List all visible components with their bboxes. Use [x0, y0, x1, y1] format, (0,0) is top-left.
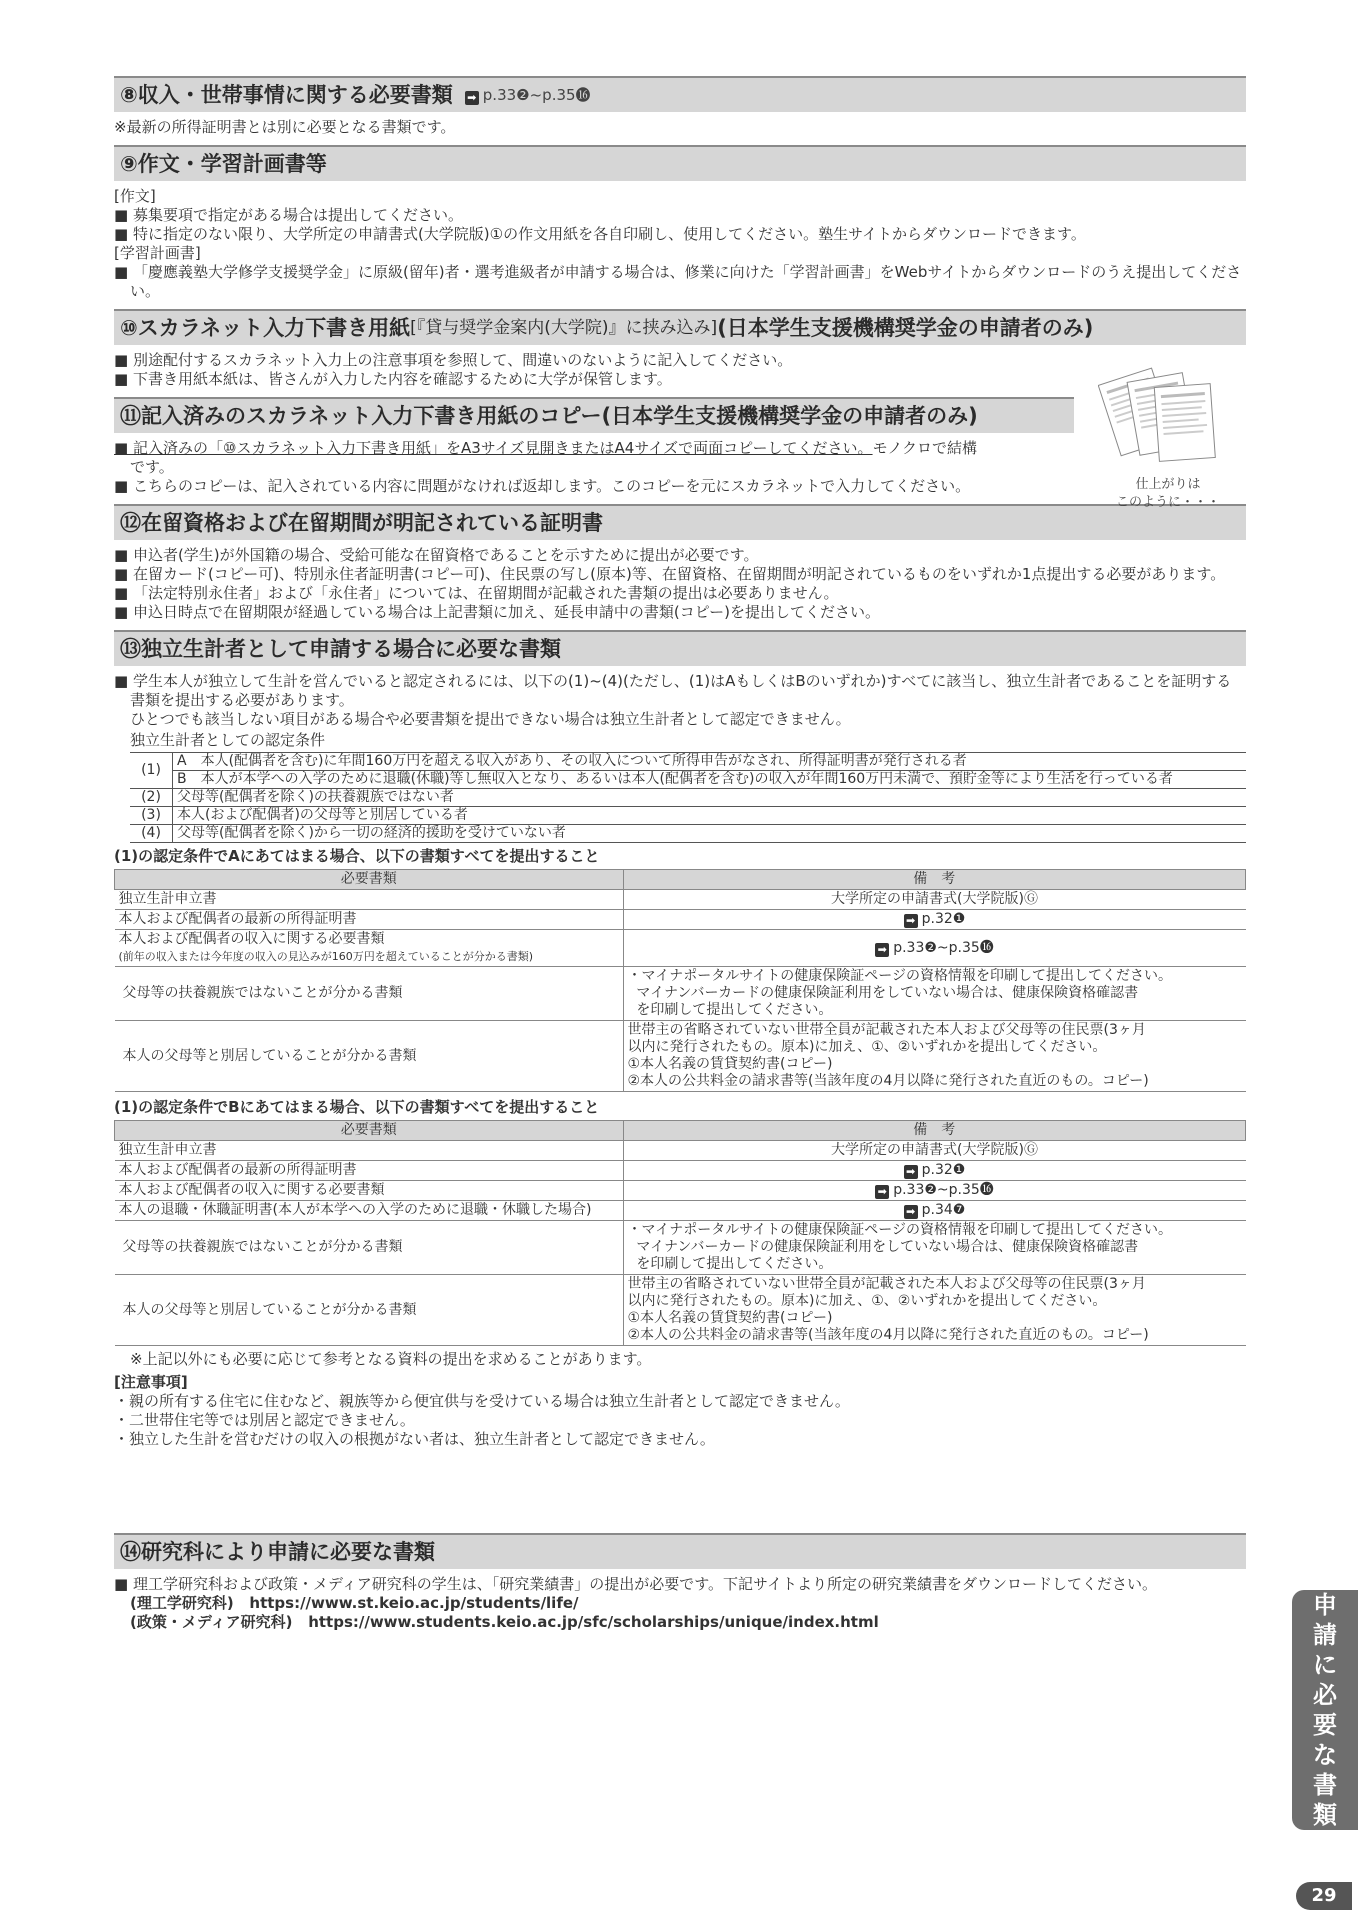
section-14-body	[114, 1569, 1246, 1640]
section-10-title-2: (日本学生支援機構奨学金の申請者のみ)	[717, 315, 1094, 340]
table-cell	[623, 930, 1246, 967]
side-tab-char: 必	[1313, 1681, 1337, 1709]
section-12-line: ■ 「法定特別永住者」および「永住者」については、在留期間が記載された書類の提出は必要ありません。	[114, 584, 839, 602]
section-8-header	[114, 76, 1246, 112]
condition-title: 独立生計者としての認定条件	[130, 731, 326, 749]
table-cell	[623, 1161, 1246, 1181]
table-b-title: (1)の認定条件でBにあてはまる場合、以下の書類すべてを提出すること	[114, 1098, 600, 1116]
caution-item: ・親の所有する住宅に住むなど、親族等から便宜供与を受けている場合は独立生計者として認定できません。	[114, 1392, 850, 1410]
link-label: (理工学研究科)	[130, 1594, 234, 1612]
table-row	[115, 930, 1246, 967]
side-tab-char: に	[1313, 1651, 1337, 1679]
caption-line: このように・・・	[1115, 495, 1220, 510]
table-cell-text: を印刷して提出してください。	[636, 1256, 833, 1272]
section-13-title: ⑬独立生計者として申請する場合に必要な書類	[120, 636, 561, 661]
page-ref: p.34❼	[921, 1202, 966, 1218]
side-tab-char: 請	[1313, 1621, 1337, 1649]
table-cell-text: 以内に発行されたもの。原本)に加え、①、②いずれかを提出してください。	[627, 1293, 1107, 1309]
table-row	[115, 1275, 1246, 1346]
table-header-cell: 備 考	[623, 870, 1246, 890]
table-cell-text: ・マイナポータルサイトの健康保険証ページの資格情報を印刷して提出してください。	[627, 1222, 1172, 1238]
section-10-subtitle: [『貸与奨学金案内(大学院)』に挟み込み]	[410, 317, 718, 338]
table-cell: 父母等の扶養親族ではないことが分かる書類	[115, 1221, 624, 1275]
section-9-line: [作文]	[114, 187, 156, 205]
condition-number: (2)	[130, 789, 173, 807]
table-cell	[623, 1181, 1246, 1201]
caption-line: 仕上がりは	[1135, 477, 1201, 492]
link-url[interactable]: https://www.students.keio.ac.jp/sfc/scholarships/unique/index.html	[308, 1613, 879, 1631]
caution-title: [注意事項]	[114, 1373, 188, 1391]
link-row	[114, 1613, 1246, 1632]
table-cell: 本人および配偶者の収入に関する必要書類	[115, 1181, 624, 1201]
table-cell-text: マイナンバーカードの健康保険証利用をしていない場合は、健康保険資格確認書	[636, 1239, 1139, 1255]
side-tab-char: 要	[1313, 1711, 1337, 1739]
table-cell-text: ②本人の公共料金の請求書等(当該年度の4月以降に発行された直近のもの。コピー)	[627, 1073, 1149, 1089]
page-ref: p.32❶	[921, 1162, 966, 1178]
side-index-tab	[1292, 1590, 1358, 1830]
table-row	[115, 1161, 1246, 1181]
section-12-body	[114, 540, 1246, 630]
arrow-right-icon: ➡	[875, 1185, 889, 1199]
condition-row	[130, 825, 1246, 843]
condition-text: 父母等(配偶者を除く)の扶養親族ではない者	[173, 789, 1247, 807]
table-cell: 大学所定の申請書式(大学院版)Ⓖ	[623, 890, 1246, 910]
table-cell-text: ①本人名義の賃貸契約書(コピー)	[627, 1056, 833, 1072]
side-tab-char: 類	[1313, 1801, 1337, 1829]
condition-text: B 本人が本学への入学のために退職(休職)等し無収入となり、あるいは本人(配偶者を含む)の収入が年間160万円未満で、預貯金等により生活を行っている者	[173, 771, 1247, 789]
section-10-body	[114, 345, 1246, 397]
table-cell-small-text: (前年の収入または今年度の収入の見込みが160万円を超えていることが分かる書類)	[118, 950, 534, 963]
section-8-body	[114, 112, 1246, 145]
copy-sample-caption	[1108, 476, 1228, 512]
table-cell	[623, 1021, 1246, 1092]
table-row	[115, 1221, 1246, 1275]
section-13-header	[114, 630, 1246, 666]
side-tab-char: な	[1313, 1741, 1337, 1769]
section-12-line: ■ 申込日時点で在留期限が経過している場合は上記書類に加え、延長申請中の書類(コピー)を提出してください。	[114, 603, 880, 621]
table-cell	[115, 930, 624, 967]
page-content	[114, 76, 1246, 1640]
table-cell-text: 本人および配偶者の収入に関する必要書類	[118, 931, 385, 947]
link-label: (政策・メディア研究科)	[130, 1613, 293, 1631]
section-9-header	[114, 145, 1246, 181]
table-cell-text: マイナンバーカードの健康保険証利用をしていない場合は、健康保険資格確認書	[636, 985, 1139, 1001]
section-11-header	[114, 397, 1074, 433]
section-12-line: ■ 在留カード(コピー可)、特別永住者証明書(コピー可)、住民票の写し(原本)等、在留資格、在留期間が明記されているものをいずれか1点提出する必要があります。	[114, 565, 1226, 583]
section-11-body	[114, 433, 1074, 504]
section-14-line: ■ 理工学研究科および政策・メディア研究科の学生は、「研究業績書」の提出が必要です。下記サイトより所定の研究業績書をダウンロードしてください。	[114, 1575, 1157, 1593]
condition-row	[130, 807, 1246, 825]
table-row	[115, 1201, 1246, 1221]
section-11-line-1	[114, 439, 1074, 477]
table-cell: 大学所定の申請書式(大学院版)Ⓖ	[623, 1141, 1246, 1161]
page-ref: p.33❷~p.35⓰	[893, 939, 994, 956]
section-12-line: ■ 申込者(学生)が外国籍の場合、受給可能な在留資格であることを示すために提出が必要です。	[114, 546, 759, 564]
table-cell-text: 以内に発行されたもの。原本)に加え、①、②いずれかを提出してください。	[627, 1039, 1107, 1055]
section-9-line: [学習計画書]	[114, 244, 201, 262]
side-tab-char: 申	[1313, 1591, 1337, 1619]
section-13-intro: ■ 学生本人が独立して生計を営んでいると認定されるには、以下の(1)~(4)(ただし、(1)はAもしくはBのいずれか)すべてに該当し、独立生計者であることを証明する書類を提出する必要があります。	[114, 672, 1232, 709]
section-14-header	[114, 1533, 1246, 1569]
section-11-line-1-end: です。	[130, 458, 174, 476]
page-number: 29	[1296, 1882, 1352, 1910]
table-row	[115, 967, 1246, 1021]
section-8-title: ⑧収入・世帯事情に関する必要書類	[120, 82, 453, 107]
section-14-title: ⑭研究科により申請に必要な書類	[120, 1539, 435, 1564]
table-row	[115, 1181, 1246, 1201]
section-12-title: ⑫在留資格および在留期間が明記されている証明書	[120, 510, 603, 535]
table-cell-text: ・マイナポータルサイトの健康保険証ページの資格情報を印刷して提出してください。	[627, 968, 1172, 984]
table-cell: 本人および配偶者の最新の所得証明書	[115, 910, 624, 930]
conditions-table	[130, 752, 1246, 843]
table-cell: 本人の父母等と別居していることが分かる書類	[115, 1021, 624, 1092]
table-cell	[623, 1221, 1246, 1275]
link-url[interactable]: https://www.st.keio.ac.jp/students/life/	[249, 1594, 579, 1612]
caution-item: ・独立した生計を営むだけの収入の根拠がない者は、独立生計者として認定できません。	[114, 1430, 715, 1448]
table-cell: 本人の退職・休職証明書(本人が本学への入学のために退職・休職した場合)	[115, 1201, 624, 1221]
arrow-right-icon: ➡	[904, 914, 918, 928]
table-cell: 独立生計申立書	[115, 1141, 624, 1161]
arrow-right-icon: ➡	[875, 943, 889, 957]
section-8-note: ※最新の所得証明書とは別に必要となる書類です。	[114, 118, 456, 136]
condition-number: (1)	[130, 753, 173, 789]
section-11-title: ⑪記入済みのスカラネット入力下書き用紙のコピー(日本学生支援機構奨学金の申請者のみ)	[120, 403, 978, 428]
table-header-cell: 必要書類	[115, 870, 624, 890]
arrow-right-icon: ➡	[904, 1165, 918, 1179]
caution-item: ・二世帯住宅等では別居と認定できません。	[114, 1411, 415, 1429]
condition-row	[130, 771, 1246, 789]
section-9-body	[114, 181, 1246, 309]
link-row	[114, 1594, 1246, 1613]
section-9-title: ⑨作文・学習計画書等	[120, 151, 327, 176]
page-ref: p.32❶	[921, 911, 966, 927]
condition-text: 父母等(配偶者を除く)から一切の経済的援助を受けていない者	[173, 825, 1247, 843]
table-cell: 本人の父母等と別居していることが分かる書類	[115, 1275, 624, 1346]
section-9-line: ■ 「慶應義塾大学修学支援奨学金」に原級(留年)者・選考進級者が申請する場合は、修業に向けた「学習計画書」をWebサイトからダウンロードのうえ提出してください。	[114, 263, 1242, 300]
condition-text: A 本人(配偶者を含む)に年間160万円を超える収入があり、その収入について所得申告がなされ、所得証明書が発行される者	[173, 753, 1247, 771]
table-cell: 独立生計申立書	[115, 890, 624, 910]
table-cell: 本人および配偶者の最新の所得証明書	[115, 1161, 624, 1181]
section-8-ref	[465, 86, 591, 105]
table-cell-text: ②本人の公共料金の請求書等(当該年度の4月以降に発行された直近のもの。コピー)	[627, 1327, 1149, 1343]
table-header-cell: 必要書類	[115, 1121, 624, 1141]
condition-row	[130, 789, 1246, 807]
table-cell	[623, 910, 1246, 930]
section-10-title: ⑩スカラネット入力下書き用紙	[120, 315, 411, 340]
table-a-title: (1)の認定条件でAにあてはまる場合、以下の書類すべてを提出すること	[114, 847, 600, 865]
condition-number: (4)	[130, 825, 173, 843]
table-header-row	[115, 1121, 1246, 1141]
table-header-cell: 備 考	[623, 1121, 1246, 1141]
table-cell	[623, 967, 1246, 1021]
section-10-header	[114, 309, 1246, 345]
table-row	[115, 910, 1246, 930]
condition-number: (3)	[130, 807, 173, 825]
section-9-line: ■ 特に指定のない限り、大学所定の申請書式(大学院版)①の作文用紙を各自印刷し、使用してください。塾生サイトからダウンロードできます。	[114, 225, 1086, 243]
table-cell-text: 世帯主の省略されていない世帯全員が記載された本人および父母等の住民票(3ヶ月	[627, 1276, 1146, 1292]
table-note: ※上記以外にも必要に応じて参考となる資料の提出を求めることがあります。	[130, 1350, 652, 1368]
table-cell-text: ①本人名義の賃貸契約書(コピー)	[627, 1310, 833, 1326]
side-tab-char: 書	[1313, 1771, 1337, 1799]
section-11-line-1-underlined: ■ 記入済みの「⑩スカラネット入力下書き用紙」をA3サイズ見開きまたはA4サイズで両面コピーしてください。	[114, 439, 873, 457]
section-13-intro-2: ひとつでも該当しない項目がある場合や必要書類を提出できない場合は独立生計者として認定できません。	[130, 710, 851, 728]
section-11-line-2: ■ こちらのコピーは、記入されている内容に問題がなければ返却します。このコピーを元にスカラネットで入力してください。	[114, 477, 971, 495]
arrow-right-icon: ➡	[465, 91, 479, 105]
table-cell	[623, 1275, 1246, 1346]
section-11-line-1-tail: モノクロで結構	[872, 439, 977, 457]
table-cell: 父母等の扶養親族ではないことが分かる書類	[115, 967, 624, 1021]
table-row	[115, 890, 1246, 910]
section-8-ref-text: p.33❷~p.35⓰	[482, 85, 591, 104]
condition-text: 本人(および配偶者)の父母等と別居している者	[173, 807, 1247, 825]
table-row	[115, 1141, 1246, 1161]
table-row	[115, 1021, 1246, 1092]
table-b	[114, 1120, 1246, 1346]
section-13-body	[114, 666, 1246, 1449]
section-10-line: ■ 別途配付するスカラネット入力上の注意事項を参照して、間違いのないように記入してください。	[114, 351, 793, 369]
table-a	[114, 869, 1246, 1092]
section-10-line: ■ 下書き用紙本紙は、皆さんが入力した内容を確認するために大学が保管します。	[114, 370, 672, 388]
spacer	[114, 1449, 1246, 1533]
page-ref: p.33❷~p.35⓰	[893, 1182, 994, 1198]
table-cell	[623, 1201, 1246, 1221]
table-cell-text: を印刷して提出してください。	[636, 1002, 833, 1018]
section-9-line: ■ 募集要項で指定がある場合は提出してください。	[114, 206, 463, 224]
arrow-right-icon: ➡	[904, 1205, 918, 1219]
table-cell-text: 世帯主の省略されていない世帯全員が記載された本人および父母等の住民票(3ヶ月	[627, 1022, 1146, 1038]
table-header-row	[115, 870, 1246, 890]
condition-row	[130, 753, 1246, 771]
section-12-header	[114, 504, 1246, 540]
